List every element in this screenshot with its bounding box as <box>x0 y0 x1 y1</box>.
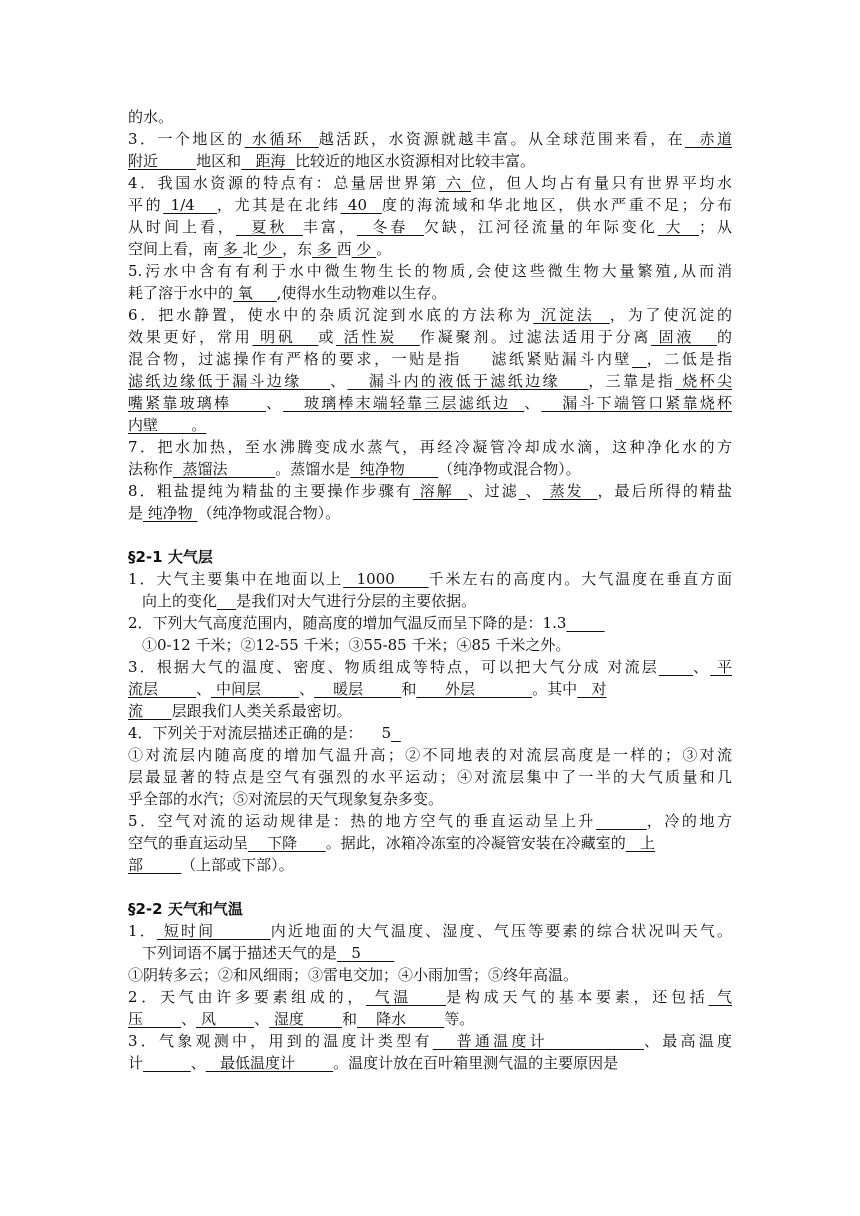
answer-blank: 1000 <box>343 570 429 588</box>
answer-blank <box>566 614 604 632</box>
text-line <box>128 106 732 128</box>
text-segment: 比较近的地区水资源相对比较丰富。 <box>295 152 536 170</box>
text-line <box>128 678 732 700</box>
answer-blank: 湿度 <box>269 1010 343 1028</box>
text-segment: 、最高温度 <box>644 1032 732 1050</box>
answer-blank: 对 <box>577 680 607 698</box>
text-segment: 。温度计放在百叶箱里测气温的主要原因是 <box>333 1054 619 1072</box>
answer-blank: 内壁 。 <box>128 416 207 434</box>
text-segment: 欠缺，江河径流量的年际变化 <box>423 218 658 236</box>
text-segment: 的 <box>716 328 732 346</box>
text-line <box>128 304 732 326</box>
answer-blank: 气 <box>708 988 732 1006</box>
answer-blank: 流 <box>128 702 172 720</box>
text-line <box>128 436 732 458</box>
answer-blank: 中间层 <box>211 680 300 698</box>
text-segment: 北 <box>242 240 258 258</box>
text-segment: 从时间上看， <box>128 218 236 236</box>
answer-blank: 5 <box>337 944 395 962</box>
text-line <box>128 1052 732 1074</box>
text-segment: §2-2 天气和气温 <box>128 900 243 918</box>
text-segment: 等。 <box>444 1010 475 1028</box>
answer-blank: 烧杯尖 <box>675 372 732 390</box>
answer-blank: 六 <box>438 174 472 192</box>
answer-blank <box>143 1054 191 1072</box>
text-line <box>128 766 732 788</box>
answer-blank: 普通温度计 <box>432 1032 645 1050</box>
answer-blank: 沉淀法 <box>533 306 610 324</box>
text-segment: 。据此，冰箱冷冻室的冷凝管安装在冷藏室的 <box>325 834 626 852</box>
answer-blank: 距海 <box>241 152 296 170</box>
text-segment: 内近地面的大气温度、湿度、气压等要素的综合状况叫天气。 <box>270 922 732 940</box>
answer-blank: 夏秋 <box>235 218 303 236</box>
text-segment: 2．下列大气高度范围内，随高度的增加气温反而呈下降的是：1.3 <box>128 614 567 632</box>
answer-blank: 活性炭 <box>336 328 420 346</box>
text-segment: 层跟我们人类关系最密切。 <box>171 702 352 720</box>
text-segment: 层最显著的特点是空气有强烈的水平运动；④对流层集中了一半的大气质量和几 <box>128 768 732 786</box>
answer-blank: 流层 <box>128 680 197 698</box>
text-line <box>128 942 732 964</box>
text-segment: 下列词语不属于描述天气的是 <box>142 944 338 962</box>
text-segment: （上部或下部）。 <box>181 856 294 874</box>
text-segment: 地区和 <box>196 152 242 170</box>
text-segment: 、 <box>265 394 284 412</box>
answer-blank: 蒸发 <box>542 482 598 500</box>
text-segment: 。蒸馏水是 <box>275 460 351 478</box>
text-line <box>128 128 732 150</box>
text-line <box>128 502 732 524</box>
answer-blank <box>519 482 526 500</box>
text-segment: 3．气象观测中，用到的温度计类型有 <box>128 1032 433 1050</box>
answer-blank: 外层 <box>416 680 533 698</box>
text-segment: ①阴转多云；②和风细雨；③雷电交加；④小雨加雪；⑤终年高温。 <box>128 966 579 984</box>
text-line <box>128 634 732 656</box>
text-segment: 。其中 <box>532 680 578 698</box>
text-line <box>128 172 732 194</box>
text-segment: 乎全部的水汽；⑤对流层的天气现象复杂多变。 <box>128 790 444 808</box>
text-line <box>128 216 732 238</box>
text-line <box>128 612 732 634</box>
text-line <box>128 700 732 722</box>
answer-blank <box>596 812 647 830</box>
answer-blank: 纯净物 <box>350 460 439 478</box>
text-segment: 作凝聚剂。过滤法适用于分离 <box>419 328 652 346</box>
text-segment: 7．把水加热，至水沸腾变成水蒸气，再经冷凝管冷却成水滴，这种净化水的方 <box>128 438 732 456</box>
text-segment: 越活跃，水资源就越丰富。从全球范围来看，在 <box>318 130 686 148</box>
answer-blank: 上 <box>625 834 656 852</box>
blank-line <box>128 524 732 546</box>
answer-blank <box>217 592 236 610</box>
text-segment: 3．根据大气的温度、密度、物质组成等特点，可以把大气分成 对流层 <box>128 658 659 676</box>
text-segment: 1．大气主要集中在地面以上 <box>128 570 344 588</box>
text-line <box>128 832 732 854</box>
text-segment: 、 <box>524 394 542 412</box>
text-segment: 、 <box>299 680 315 698</box>
answer-blank: 玻璃棒末端轻靠三层滤纸边 <box>283 394 525 412</box>
answer-blank: 纯净物 <box>143 504 198 522</box>
answer-blank: 冬春 <box>356 218 424 236</box>
text-line <box>128 810 732 832</box>
answer-blank: 蒸馏法 <box>173 460 276 478</box>
answer-blank: 附近 <box>128 152 197 170</box>
answer-blank: 部 <box>128 856 182 874</box>
answer-blank <box>632 350 647 368</box>
text-segment: ，东 <box>282 240 313 258</box>
text-segment: 混合物，过滤操作有严格的要求，一贴是指 滤纸紧贴漏斗内壁 <box>128 350 632 368</box>
answer-blank <box>659 658 693 676</box>
text-segment: 西 <box>336 240 352 258</box>
text-line <box>128 458 732 480</box>
text-line <box>128 194 732 216</box>
text-segment: 是 <box>128 504 144 522</box>
text-segment: ，为了使沉淀的 <box>609 306 732 324</box>
text-segment: 、 <box>330 372 348 390</box>
answer-blank: 大 <box>657 218 699 236</box>
text-segment: 或 <box>318 328 337 346</box>
text-segment: （纯净物或混合物）。 <box>438 460 581 478</box>
text-line <box>128 744 732 766</box>
answer-blank: 多 <box>312 240 337 258</box>
text-segment: 效果更好，常用 <box>128 328 253 346</box>
text-line <box>128 326 732 348</box>
text-line <box>128 348 732 370</box>
text-segment: ，三靠是指 <box>588 372 676 390</box>
text-segment: §2-1 大气层 <box>128 548 213 566</box>
text-line <box>128 414 732 436</box>
answer-blank: 压 <box>128 1010 182 1028</box>
text-segment: 、 <box>196 680 212 698</box>
text-segment: 3．一个地区的 <box>128 130 245 148</box>
text-line <box>128 656 732 678</box>
text-segment: 平的 <box>128 196 164 214</box>
answer-blank: 明矾 <box>252 328 319 346</box>
text-segment: 和 <box>342 1010 358 1028</box>
answer-blank: 气温 <box>366 988 447 1006</box>
text-segment: （纯净物或混合物）。 <box>197 504 341 522</box>
text-segment: 丰富， <box>302 218 357 236</box>
text-segment: 。 <box>376 240 392 258</box>
text-line <box>128 282 732 304</box>
text-segment: ，二低是指 <box>646 350 732 368</box>
text-segment: 度的海流域和华北地区，供水严重不足；分布 <box>381 196 732 214</box>
text-segment: 6．把水静置，使水中的杂质沉淀到水底的方法称为 <box>128 306 534 324</box>
text-segment: 耗了溶于水中的 <box>128 284 234 302</box>
text-line <box>128 370 732 392</box>
text-segment: 、 <box>181 1010 197 1028</box>
answer-blank: 风 <box>196 1010 255 1028</box>
text-segment: 空间上看，南 <box>128 240 219 258</box>
answer-blank: 暖层 <box>314 680 402 698</box>
text-segment: 8．粗盐提纯为精盐的主要操作步骤有 <box>128 482 413 500</box>
text-line <box>128 480 732 502</box>
blank-line <box>128 876 732 898</box>
answer-blank: 漏斗下端管口紧靠烧杯 <box>541 394 733 412</box>
text-segment: 是我们对大气进行分层的主要依据。 <box>236 592 477 610</box>
text-segment: 和 <box>401 680 417 698</box>
text-segment: 位，但人均占有量只有世界平均水 <box>471 174 732 192</box>
document-page <box>128 106 732 1074</box>
answer-blank: 赤道 <box>685 130 732 148</box>
text-line <box>128 392 732 414</box>
text-segment: 5．空气对流的运动规律是：热的地方空气的垂直运动呈上升 <box>128 812 596 830</box>
answer-blank: 氧 <box>233 284 277 302</box>
answer-blank: 最低温度计 <box>205 1054 334 1072</box>
section-heading <box>128 898 732 920</box>
answer-blank: 滤纸边缘低于漏斗边缘 <box>128 372 331 390</box>
text-line <box>128 722 732 744</box>
text-segment: 、 <box>693 658 711 676</box>
text-line <box>128 788 732 810</box>
text-segment: ，尤其是在北纬 <box>217 196 341 214</box>
answer-blank: 短时间 <box>156 922 271 940</box>
text-segment: 2．天气由许多要素组成的， <box>128 988 367 1006</box>
text-segment: ①对流层内随高度的增加气温升高；②不同地表的对流层高度是一样的；③对流 <box>128 746 732 764</box>
answer-blank: 下降 <box>248 834 326 852</box>
text-segment: ,使得水生动物难以生存。 <box>276 284 447 302</box>
answer-blank: 40 <box>340 196 382 214</box>
text-segment: 是构成天气的基本要素，还包括 <box>446 988 709 1006</box>
text-line <box>128 920 732 942</box>
text-line <box>128 238 732 260</box>
text-line <box>128 260 732 282</box>
text-segment: 1． <box>128 922 157 940</box>
text-segment: 4．我国水资源的特点有：总量居世界第 <box>128 174 439 192</box>
answer-blank: 水循环 <box>244 130 319 148</box>
text-line <box>128 1008 732 1030</box>
text-segment: 、 <box>254 1010 270 1028</box>
answer-blank: 漏斗内的液低于滤纸边缘 <box>347 372 589 390</box>
text-line <box>128 986 732 1008</box>
answer-blank <box>391 724 401 742</box>
text-segment: 法称作 <box>128 460 174 478</box>
answer-blank: 溶解 <box>412 482 468 500</box>
text-segment: ，冷的地方 <box>646 812 732 830</box>
text-segment: 计 <box>128 1054 144 1072</box>
text-segment: ，最后所得的精盐 <box>597 482 732 500</box>
text-segment: ；从 <box>698 218 732 236</box>
answer-blank: 多 <box>218 240 243 258</box>
text-line <box>128 150 732 172</box>
text-segment: 千米左右的高度内。大气温度在垂直方面 <box>428 570 732 588</box>
text-segment: ①0-12 千米；②12-55 千米；③55-85 千米；④85 千米之外。 <box>142 636 571 654</box>
text-segment: 、 <box>190 1054 206 1072</box>
text-line <box>128 964 732 986</box>
text-line <box>128 854 732 876</box>
text-segment: 、过滤 <box>467 482 519 500</box>
answer-blank: 1/4 <box>163 196 218 214</box>
text-line <box>128 568 732 590</box>
text-segment: 5.污水中含有有利于水中微生物生长的物质,会使这些微生物大量繁殖,从而消 <box>128 262 732 280</box>
text-segment: 向上的变化 <box>142 592 218 610</box>
text-segment: 空气的垂直运动呈 <box>128 834 249 852</box>
answer-blank: 少 <box>257 240 283 258</box>
section-heading <box>128 546 732 568</box>
text-segment: 、 <box>525 482 543 500</box>
text-line <box>128 1030 732 1052</box>
answer-blank: 固液 <box>651 328 717 346</box>
text-segment: 4．下列关于对流层描述正确的是： 5 <box>128 724 392 742</box>
answer-blank: 嘴紧靠玻璃棒 <box>128 394 266 412</box>
answer-blank: 降水 <box>357 1010 445 1028</box>
answer-blank: 少 <box>351 240 377 258</box>
text-line <box>128 590 732 612</box>
text-segment: 的水。 <box>128 108 174 126</box>
answer-blank: 平 <box>710 658 732 676</box>
